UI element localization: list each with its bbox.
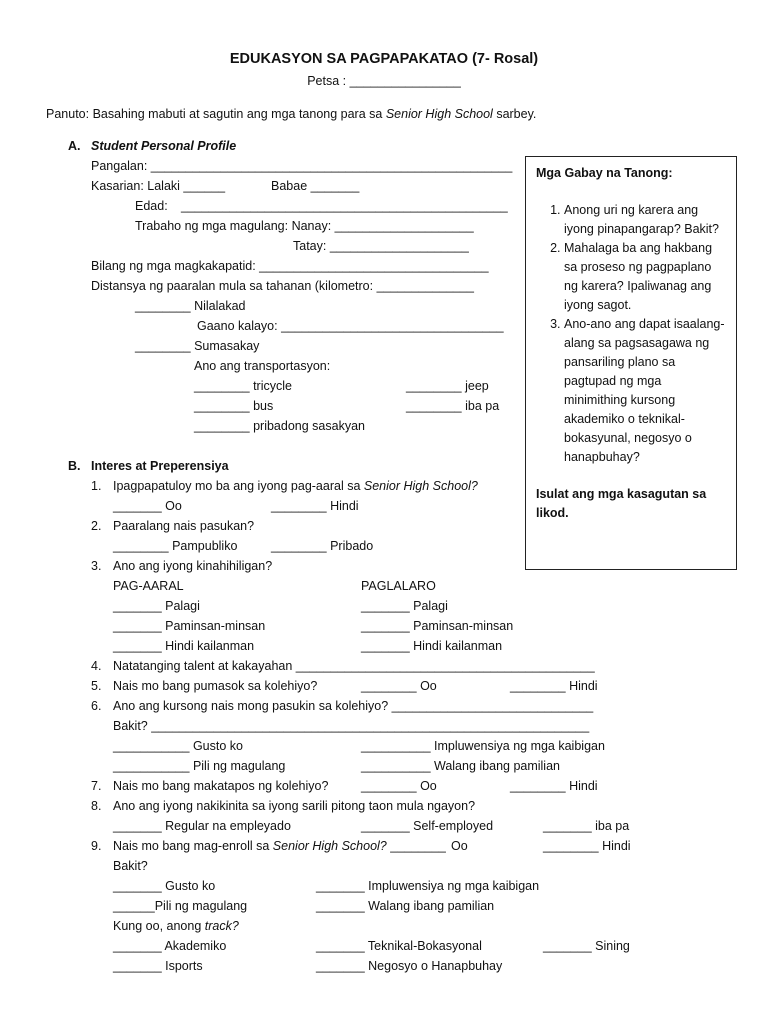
section-b-title: Interes at Preperensiya: [91, 459, 229, 473]
instructions-tail: sarbey.: [492, 107, 537, 121]
gaano-kalayo-field[interactable]: Gaano kalayo: ________________________________: [197, 319, 504, 333]
kasarian-lalaki-field[interactable]: Kasarian: Lalaki ______: [91, 179, 226, 193]
q9-italic: Senior High School?: [272, 839, 387, 853]
q1-lead: Ipagpapatuloy mo ba ang iyong pag-aaral sa: [113, 479, 364, 493]
q9-number: 9.: [91, 839, 102, 853]
q6-gusto-option[interactable]: ___________ Gusto ko: [113, 739, 243, 753]
q5-oo-option[interactable]: ________ Oo: [361, 679, 437, 693]
instructions-italic: Senior High School: [385, 107, 493, 121]
q6-field[interactable]: Ano ang kursong nais mong pasukin sa kolehiyo? _____________________________: [113, 699, 594, 713]
guide-note: Isulat ang mga kasagutan sa likod.: [536, 487, 707, 520]
q9-teknikal-option[interactable]: _______ Teknikal-Bokasyonal: [316, 939, 482, 953]
iba-pa-option[interactable]: ________ iba pa: [406, 399, 500, 413]
q4-field[interactable]: Natatanging talent at kakayahan ___________________________________________: [113, 659, 595, 673]
q3-number: 3.: [91, 559, 102, 573]
q1-number: 1.: [91, 479, 102, 493]
q3-laro-hindi[interactable]: _______ Hindi kailanman: [361, 639, 503, 653]
page-title: EDUKASYON SA PAGPAPAKATAO (7- Rosal): [229, 51, 539, 67]
edad-label: Edad:: [135, 199, 168, 213]
bus-option[interactable]: ________ bus: [194, 399, 274, 413]
distansya-field[interactable]: Distansya ng paaralan mula sa tahanan (kilometro: ______________: [91, 279, 474, 293]
q1-oo-option[interactable]: _______ Oo: [113, 499, 182, 513]
q3-laro-paminsan[interactable]: _______ Paminsan-minsan: [361, 619, 514, 633]
q8-number: 8.: [91, 799, 102, 813]
bilang-magkakapatid-field[interactable]: Bilang ng mga magkakapatid: _________________________________: [91, 259, 489, 273]
pribadong-sasakyan-option[interactable]: ________ pribadong sasakyan: [194, 419, 365, 433]
section-a-title: Student Personal Profile: [91, 139, 237, 153]
edad-field[interactable]: _______________________________________________: [181, 199, 508, 213]
q9-akademiko-option[interactable]: _______ Akademiko: [113, 939, 227, 953]
q3-col-pag-aaral: PAG-AARAL: [113, 579, 184, 593]
q7-oo-option[interactable]: ________ Oo: [361, 779, 437, 793]
pangalan-field[interactable]: Pangalan: ____________________________________________________: [91, 159, 513, 173]
q2-number: 2.: [91, 519, 102, 533]
q3-aral-hindi[interactable]: _______ Hindi kailanman: [113, 639, 255, 653]
q9-pili-option[interactable]: ______Pili ng magulang: [113, 899, 248, 913]
q9-track-italic: track?: [204, 919, 239, 933]
guide-question-3: 3. Ano-ano ang dapat isaalang-alang sa pagsasagawa ng pansariling plano sa pagtupad ng mga minimithing kursong akademiko o teknikal-bokasyunal, negosyo o hanapbuhay?: [564, 315, 726, 467]
kasarian-babae-field[interactable]: Babae _______: [271, 179, 360, 193]
q9-isports-option[interactable]: _______ Isports: [113, 959, 203, 973]
q1-question: [113, 478, 478, 494]
tricycle-option[interactable]: ________ tricycle: [194, 379, 292, 393]
q8-question: Ano ang iyong nakikinita sa iyong sarili pitong taon mula ngayon?: [113, 799, 476, 813]
q7-question: Nais mo bang makatapos ng kolehiyo?: [113, 779, 329, 793]
q8-regular-option[interactable]: _______ Regular na empleyado: [113, 819, 291, 833]
q2-pampubliko-option[interactable]: ________ Pampubliko: [113, 539, 238, 553]
q8-iba-pa-option[interactable]: _______ iba pa: [543, 819, 630, 833]
trabaho-nanay-field[interactable]: Trabaho ng mga magulang: Nanay: ____________________: [135, 219, 474, 233]
section-b-letter: B.: [68, 459, 81, 473]
section-a-letter: A.: [68, 139, 81, 153]
guide-questions-list: [536, 201, 726, 467]
q6-impluwensiya-option[interactable]: __________ Impluwensiya ng mga kaibigan: [361, 739, 605, 753]
q9-sining-option[interactable]: _______ Sining: [543, 939, 630, 953]
q3-laro-palagi[interactable]: _______ Palagi: [361, 599, 448, 613]
sumasakay-option[interactable]: ________ Sumasakay: [135, 339, 260, 353]
q5-question: Nais mo bang pumasok sa kolehiyo?: [113, 679, 318, 693]
guide-question-1: 1. Anong uri ng karera ang iyong pinapangarap? Bakit?: [564, 201, 726, 239]
nilalakad-option[interactable]: ________ Nilalakad: [135, 299, 246, 313]
date-line: Petsa : ________________: [307, 74, 461, 88]
q3-aral-palagi[interactable]: _______ Palagi: [113, 599, 200, 613]
q1-italic: Senior High School?: [363, 479, 478, 493]
q2-pribado-option[interactable]: ________ Pribado: [271, 539, 374, 553]
guide-question-2: 2. Mahalaga ba ang hakbang sa proseso ng pagpaplano ng karera? Ipaliwanag ang iyong sagot.: [564, 239, 726, 315]
guide-questions-box: [525, 156, 737, 570]
q6-bakit-field[interactable]: Bakit? _______________________________________________________________: [113, 719, 590, 733]
q9-track-question: [113, 918, 239, 934]
q7-number: 7.: [91, 779, 102, 793]
q9-gusto-option[interactable]: _______ Gusto ko: [113, 879, 216, 893]
q8-self-employed-option[interactable]: _______ Self-employed: [361, 819, 494, 833]
q5-hindi-option[interactable]: ________ Hindi: [510, 679, 598, 693]
q9-wala-option[interactable]: _______ Walang ibang pamilian: [316, 899, 495, 913]
transport-label: Ano ang transportasyon:: [194, 359, 331, 373]
q6-number: 6.: [91, 699, 102, 713]
q9-hindi-option[interactable]: ________ Hindi: [543, 839, 631, 853]
q9-bakit-label: Bakit?: [113, 859, 148, 873]
guide-questions-heading: Mga Gabay na Tanong:: [536, 166, 673, 180]
instructions: [46, 106, 536, 122]
q1-hindi-option[interactable]: ________ Hindi: [271, 499, 359, 513]
q9-blank[interactable]: ________: [386, 839, 446, 853]
q9-impluwensiya-option[interactable]: _______ Impluwensiya ng mga kaibigan: [316, 879, 540, 893]
q9-oo-option[interactable]: Oo: [451, 839, 468, 853]
q6-wala-option[interactable]: __________ Walang ibang pamilian: [361, 759, 560, 773]
trabaho-tatay-field[interactable]: Tatay: ____________________: [293, 239, 469, 253]
q3-col-paglalaro: PAGLALARO: [361, 579, 436, 593]
q5-number: 5.: [91, 679, 102, 693]
q3-aral-paminsan[interactable]: _______ Paminsan-minsan: [113, 619, 266, 633]
jeep-option[interactable]: ________ jeep: [406, 379, 489, 393]
q9-lead: Nais mo bang mag-enroll sa: [113, 839, 273, 853]
instructions-lead: Panuto: Basahing mabuti at sagutin ang mga tanong para sa: [46, 107, 386, 121]
q4-number: 4.: [91, 659, 102, 673]
q3-question: Ano ang iyong kinahihiligan?: [113, 559, 273, 573]
q2-question: Paaralang nais pasukan?: [113, 519, 255, 533]
q9-negosyo-option[interactable]: _______ Negosyo o Hanapbuhay: [316, 959, 503, 973]
q9-track-lead: Kung oo, anong: [113, 919, 205, 933]
q7-hindi-option[interactable]: ________ Hindi: [510, 779, 598, 793]
q6-pili-option[interactable]: ___________ Pili ng magulang: [113, 759, 286, 773]
q9-question[interactable]: [113, 838, 446, 854]
